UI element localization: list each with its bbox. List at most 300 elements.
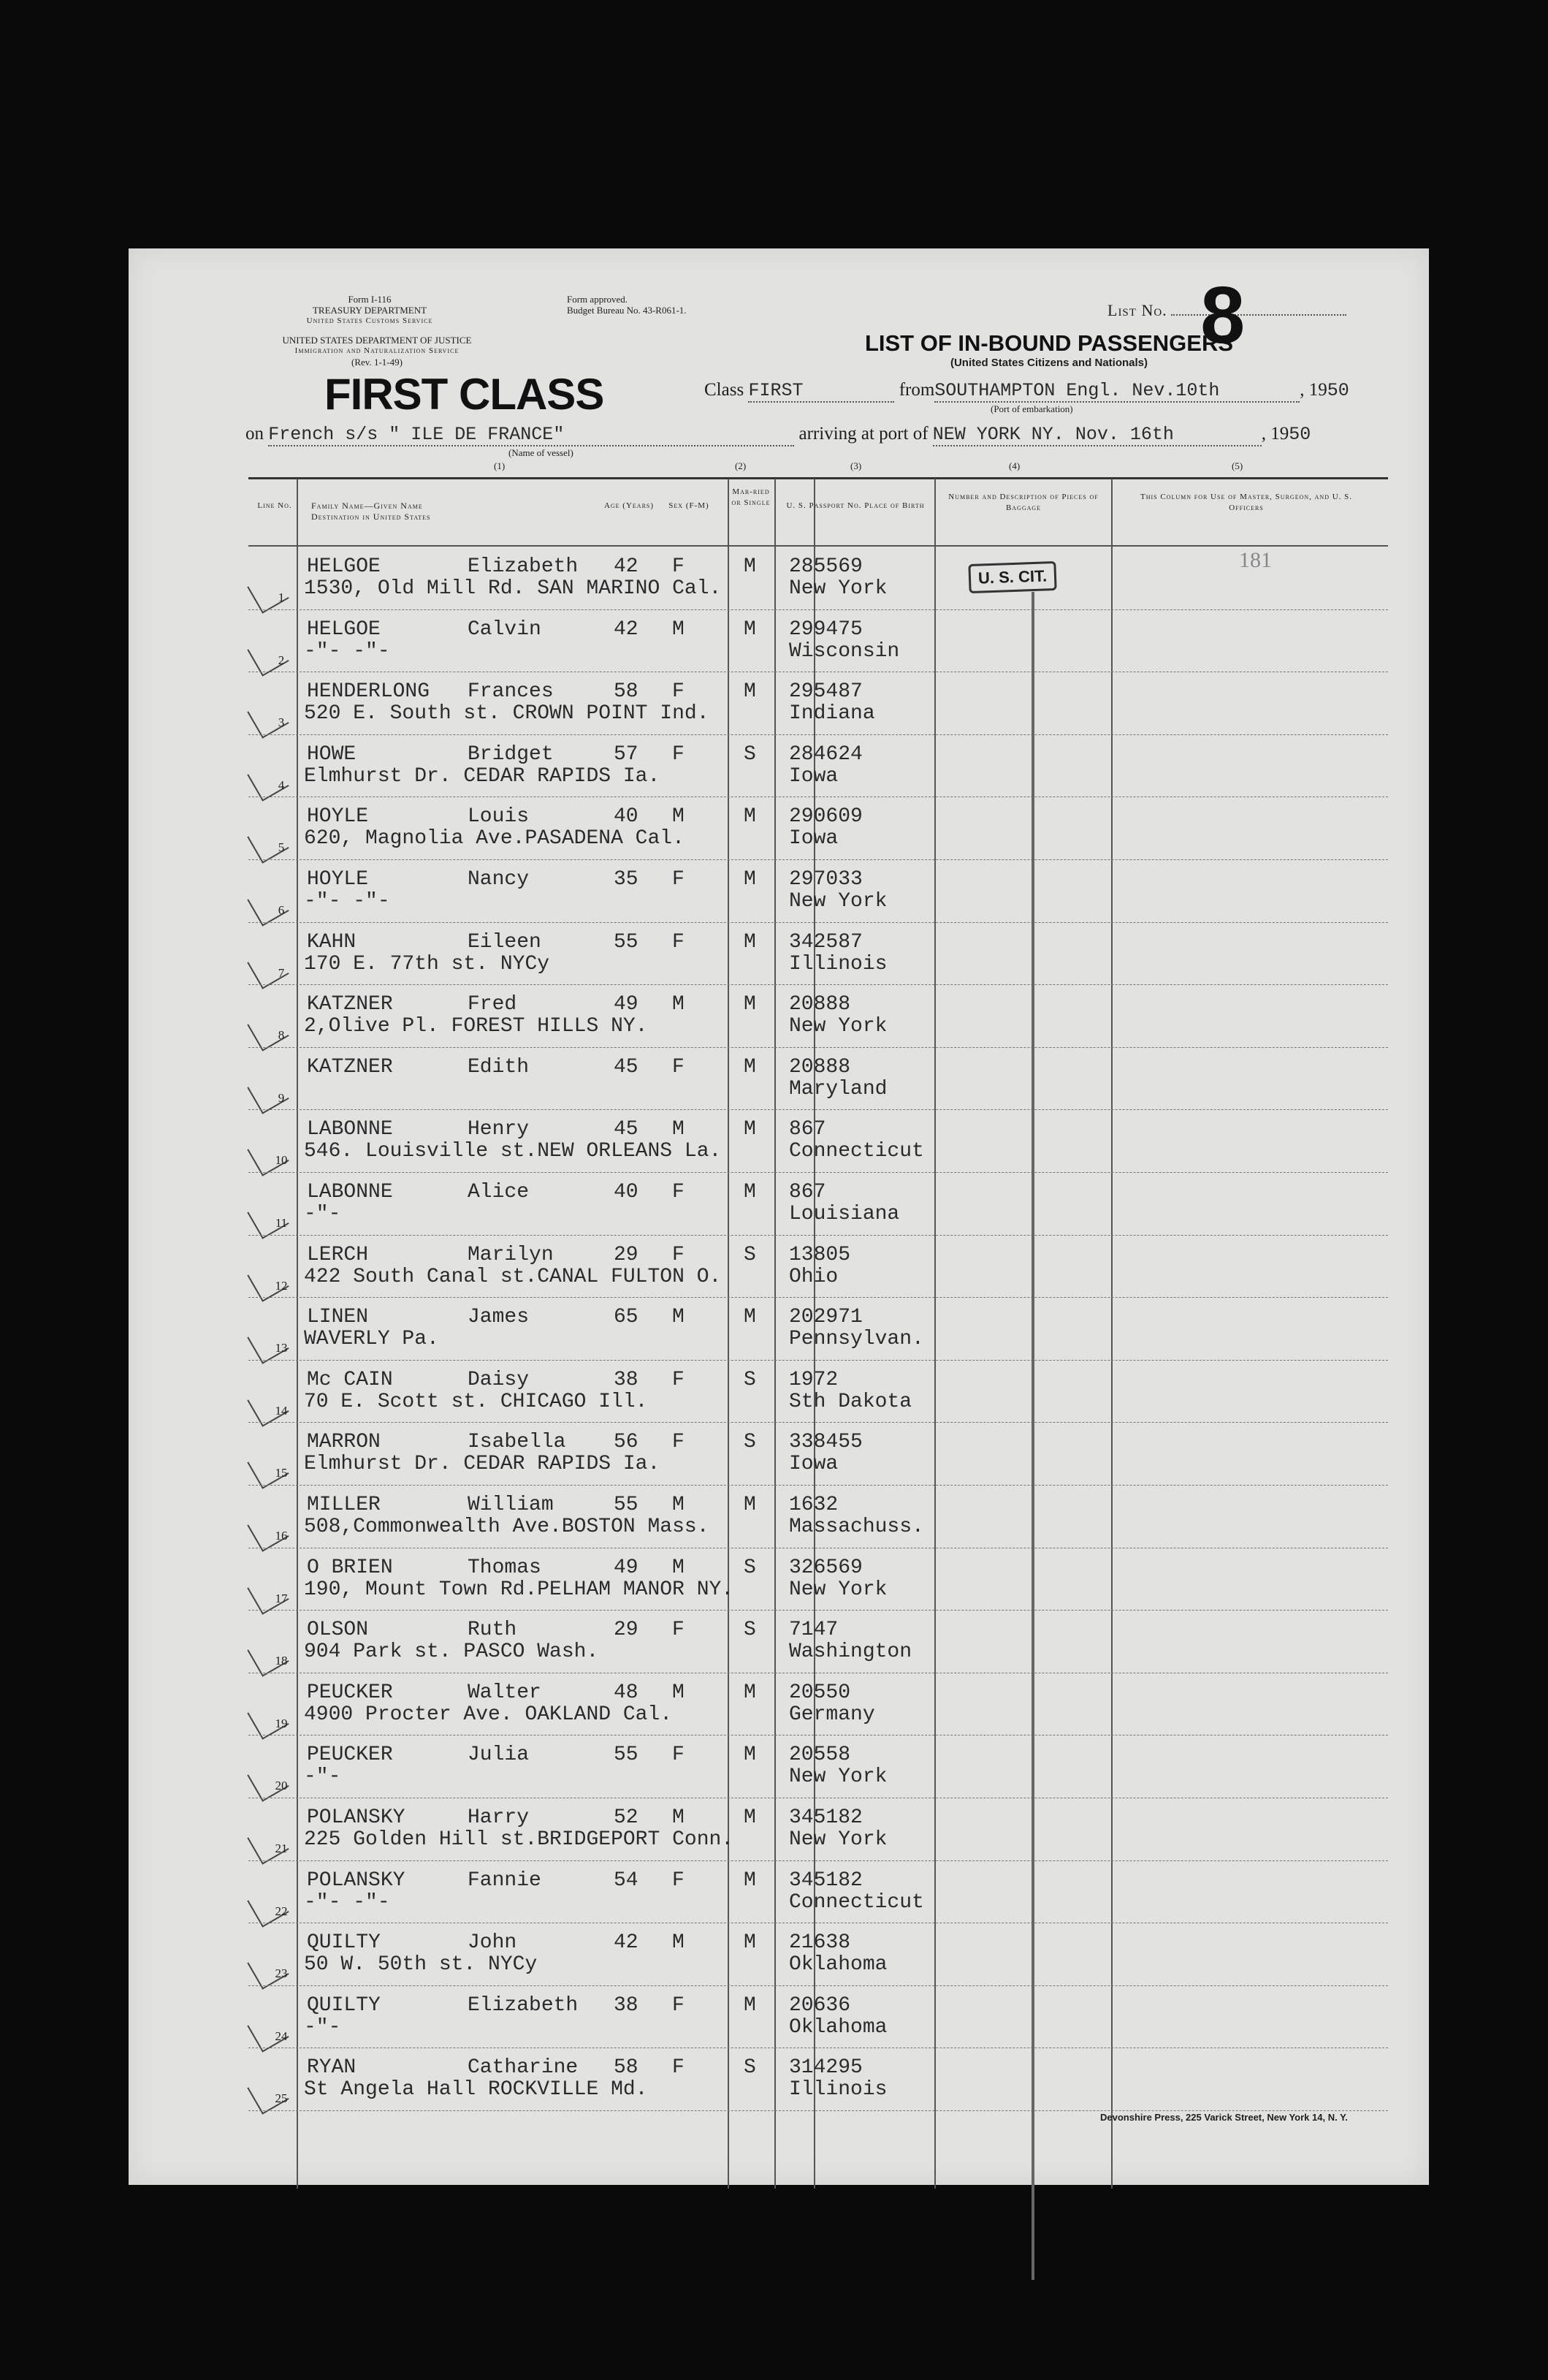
family-name: LERCH bbox=[307, 1243, 369, 1266]
line-number: 24 bbox=[275, 2029, 288, 2043]
table-row bbox=[248, 611, 1381, 673]
line-number: 18 bbox=[275, 1654, 288, 1668]
sex: M bbox=[672, 1306, 685, 1329]
place-of-birth: Illinois bbox=[789, 952, 888, 976]
col-header-baggage: Number and Description of Pieces of Baggage bbox=[948, 493, 1099, 512]
given-name: Calvin bbox=[468, 617, 541, 641]
passport-number: 21638 bbox=[789, 1931, 851, 1955]
age: 65 bbox=[614, 1306, 638, 1329]
list-no-label bbox=[1107, 270, 1346, 360]
marital-status: M bbox=[744, 555, 756, 578]
line-number: 6 bbox=[278, 903, 285, 917]
sex: M bbox=[672, 1556, 685, 1579]
given-name: Fannie bbox=[468, 1868, 541, 1892]
table-row bbox=[248, 1862, 1381, 1924]
age: 55 bbox=[614, 1744, 638, 1767]
passport-number: 13805 bbox=[789, 1243, 851, 1266]
destination: Elmhurst Dr. CEDAR RAPIDS Ia. bbox=[304, 764, 660, 788]
from-label: from bbox=[899, 380, 935, 400]
family-name: HENDERLONG bbox=[307, 680, 430, 704]
destination: 422 South Canal st.CANAL FULTON O. bbox=[304, 1265, 722, 1288]
marital-status: M bbox=[744, 1868, 756, 1892]
line-number: 11 bbox=[275, 1216, 288, 1230]
table-row bbox=[248, 1674, 1381, 1736]
vessel-caption: (Name of vessel) bbox=[508, 447, 573, 458]
family-name: LINEN bbox=[307, 1306, 369, 1329]
table-row bbox=[248, 1236, 1381, 1299]
given-name: Elizabeth bbox=[468, 555, 579, 578]
given-name: Nancy bbox=[468, 868, 530, 891]
vessel-name: French s/s " ILE DE FRANCE" bbox=[268, 424, 794, 446]
given-name: Ruth bbox=[468, 1619, 517, 1642]
col-header-age: Age (Years) bbox=[603, 501, 655, 510]
table-row bbox=[248, 736, 1381, 798]
passport-number: 202971 bbox=[789, 1306, 863, 1329]
destination: 190, Mount Town Rd.PELHAM MANOR NY. bbox=[304, 1578, 734, 1601]
given-name: Harry bbox=[468, 1806, 530, 1829]
given-name: James bbox=[468, 1306, 530, 1329]
family-name: HOYLE bbox=[307, 868, 369, 891]
passport-number: 299475 bbox=[789, 617, 863, 641]
marital-status: M bbox=[744, 1806, 756, 1829]
family-name: KAHN bbox=[307, 930, 357, 954]
place-of-birth: Iowa bbox=[789, 1453, 839, 1476]
table-row bbox=[248, 798, 1381, 860]
title-block bbox=[859, 330, 1239, 369]
line-number: 3 bbox=[278, 715, 285, 730]
line-number: 16 bbox=[275, 1529, 288, 1543]
passport-number: 867 bbox=[789, 1181, 826, 1204]
age: 42 bbox=[614, 555, 638, 578]
sex: M bbox=[672, 1681, 685, 1704]
family-name: RYAN bbox=[307, 2056, 357, 2080]
place-of-birth: New York bbox=[789, 577, 888, 600]
sex: F bbox=[672, 1431, 685, 1454]
destination: -"- -"- bbox=[304, 639, 390, 663]
place-of-birth: Maryland bbox=[789, 1077, 888, 1100]
table-row bbox=[248, 1361, 1381, 1423]
age: 54 bbox=[614, 1868, 638, 1892]
line-number: 21 bbox=[275, 1841, 288, 1855]
from-value: SOUTHAMPTON Engl. Nev.10th bbox=[934, 380, 1300, 403]
line-number: 19 bbox=[275, 1716, 288, 1730]
age: 45 bbox=[614, 1118, 638, 1141]
age: 38 bbox=[614, 1368, 638, 1391]
destination: 904 Park st. PASCO Wash. bbox=[304, 1640, 599, 1664]
table-row bbox=[248, 1611, 1381, 1673]
passport-number: 867 bbox=[789, 1118, 826, 1141]
marital-status: M bbox=[744, 868, 756, 891]
family-name: LABONNE bbox=[307, 1181, 393, 1204]
family-name: QUILTY bbox=[307, 1931, 381, 1955]
marital-status: S bbox=[744, 742, 756, 766]
place-of-birth: Connecticut bbox=[789, 1890, 924, 1914]
line-number: 17 bbox=[275, 1591, 288, 1605]
us-citizen-stamp: U. S. CIT. bbox=[968, 561, 1056, 593]
passport-number: 20558 bbox=[789, 1744, 851, 1767]
given-name: Julia bbox=[468, 1744, 530, 1767]
age: 48 bbox=[614, 1681, 638, 1704]
destination: 4900 Procter Ave. OAKLAND Cal. bbox=[304, 1703, 673, 1726]
age: 42 bbox=[614, 617, 638, 641]
line-number: 14 bbox=[275, 1403, 288, 1418]
passport-number: 297033 bbox=[789, 868, 863, 891]
line-number: 7 bbox=[278, 965, 285, 980]
table-row bbox=[248, 1924, 1381, 1986]
table-top-rule bbox=[248, 477, 1388, 479]
col-header-passport: U. S. Passport No. Place of Birth bbox=[786, 501, 925, 510]
doj-title: UNITED STATES DEPARTMENT OF JUSTICE bbox=[282, 335, 472, 346]
family-name: O BRIEN bbox=[307, 1556, 393, 1579]
col-num-2: (2) bbox=[735, 460, 747, 471]
table-row bbox=[248, 1049, 1381, 1111]
sex: F bbox=[672, 1055, 685, 1079]
age: 58 bbox=[614, 680, 638, 704]
arriving-label: arriving at port of bbox=[798, 424, 929, 444]
page-title: LIST OF IN-BOUND PASSENGERS bbox=[864, 330, 1234, 356]
table-row bbox=[248, 1299, 1381, 1361]
list-number: 8 bbox=[1200, 270, 1246, 360]
marital-status: M bbox=[744, 1494, 756, 1516]
sex: M bbox=[672, 1118, 685, 1141]
marital-status: S bbox=[744, 1368, 756, 1391]
sex: F bbox=[672, 1619, 685, 1642]
age: 56 bbox=[614, 1431, 638, 1454]
given-name: Fred bbox=[468, 993, 517, 1016]
port-embark-caption: (Port of embarkation) bbox=[991, 403, 1073, 414]
age: 55 bbox=[614, 1494, 638, 1516]
destination: 2,Olive Pl. FOREST HILLS NY. bbox=[304, 1015, 648, 1038]
line-number: 15 bbox=[275, 1466, 288, 1480]
col-header-sex: Sex (F-M) bbox=[668, 501, 709, 510]
line-number: 22 bbox=[275, 1904, 288, 1918]
table-row bbox=[248, 1549, 1381, 1611]
given-name: Catharine bbox=[468, 2056, 579, 2080]
col-num-5: (5) bbox=[1232, 460, 1243, 471]
sex: M bbox=[672, 1494, 685, 1516]
table-row bbox=[248, 1174, 1381, 1236]
sex: M bbox=[672, 805, 685, 829]
marital-status: M bbox=[744, 930, 756, 954]
destination: -"- bbox=[304, 1765, 341, 1789]
passport-number: 345182 bbox=[789, 1868, 863, 1892]
rev-date: (Rev. 1-1-49) bbox=[351, 357, 403, 368]
place-of-birth: Washington bbox=[789, 1640, 912, 1664]
age: 58 bbox=[614, 2056, 638, 2080]
passport-number: 342587 bbox=[789, 930, 863, 954]
destination: 225 Golden Hill st.BRIDGEPORT Conn. bbox=[304, 1828, 734, 1851]
table-row bbox=[248, 1799, 1381, 1861]
family-name: POLANSKY bbox=[307, 1868, 405, 1892]
place-of-birth: Ohio bbox=[789, 1265, 839, 1288]
form-approval bbox=[567, 294, 757, 316]
marital-status: M bbox=[744, 1993, 756, 2017]
destination: -"- bbox=[304, 2015, 341, 2039]
line-number: 23 bbox=[275, 1966, 288, 1981]
passport-number: 345182 bbox=[789, 1806, 863, 1829]
table-row bbox=[248, 924, 1381, 986]
passport-number: 20888 bbox=[789, 993, 851, 1016]
place-of-birth: Illinois bbox=[789, 2078, 888, 2102]
sex: F bbox=[672, 1868, 685, 1892]
line-number: 1 bbox=[278, 590, 285, 604]
col-header-officers: This Column for Use of Master, Surgeon, and U. S. Officers bbox=[1140, 493, 1353, 512]
marital-status: S bbox=[744, 1431, 756, 1454]
table-row bbox=[248, 1486, 1381, 1548]
destination: -"- -"- bbox=[304, 1890, 390, 1914]
age: 49 bbox=[614, 1556, 638, 1579]
age: 29 bbox=[614, 1619, 638, 1642]
line-number: 20 bbox=[275, 1779, 288, 1793]
given-name: Daisy bbox=[468, 1368, 530, 1391]
sex: M bbox=[672, 617, 685, 641]
passport-number: 314295 bbox=[789, 2056, 863, 2080]
passport-number: 1632 bbox=[789, 1494, 839, 1516]
destination: 546. Louisville st.NEW ORLEANS La. bbox=[304, 1140, 722, 1163]
place-of-birth: New York bbox=[789, 1015, 888, 1038]
place-of-birth: Pennsylvan. bbox=[789, 1328, 924, 1351]
family-name: PEUCKER bbox=[307, 1744, 393, 1767]
sex: F bbox=[672, 1744, 685, 1767]
table-row bbox=[248, 986, 1381, 1048]
table-row bbox=[248, 1111, 1381, 1173]
table-row bbox=[248, 673, 1381, 735]
destination: Elmhurst Dr. CEDAR RAPIDS Ia. bbox=[304, 1453, 660, 1476]
sex: F bbox=[672, 680, 685, 704]
class-value: FIRST bbox=[748, 380, 894, 403]
line-number: 9 bbox=[278, 1090, 285, 1105]
marital-status: S bbox=[744, 1619, 756, 1642]
place-of-birth: Iowa bbox=[789, 764, 839, 788]
destination: -"- bbox=[304, 1203, 341, 1225]
family-name: Mc CAIN bbox=[307, 1368, 393, 1391]
given-name: Thomas bbox=[468, 1556, 541, 1579]
destination: St Angela Hall ROCKVILLE Md. bbox=[304, 2078, 648, 2102]
line-number: 13 bbox=[275, 1341, 288, 1356]
destination: 70 E. Scott st. CHICAGO Ill. bbox=[304, 1390, 648, 1413]
ins-title: Immigration and Naturalization Service bbox=[294, 346, 460, 355]
passport-number: 7147 bbox=[789, 1619, 839, 1642]
destination: 1530, Old Mill Rd. SAN MARINO Cal. bbox=[304, 577, 722, 600]
given-name: Walter bbox=[468, 1681, 541, 1704]
given-name: Elizabeth bbox=[468, 1993, 579, 2017]
header-bottom-rule bbox=[248, 545, 1388, 547]
passport-number: 338455 bbox=[789, 1431, 863, 1454]
sex: F bbox=[672, 1993, 685, 2017]
passport-number: 285569 bbox=[789, 555, 863, 578]
col-header-name: Family Name—Given Name bbox=[311, 501, 423, 511]
given-name: Eileen bbox=[468, 930, 541, 954]
marital-status: S bbox=[744, 1556, 756, 1579]
treasury-dept: TREASURY DEPARTMENT bbox=[312, 305, 427, 316]
marital-status: M bbox=[744, 617, 756, 641]
table-row bbox=[248, 548, 1381, 610]
line-number: 5 bbox=[278, 840, 285, 855]
family-name: HELGOE bbox=[307, 555, 381, 578]
place-of-birth: Wisconsin bbox=[789, 639, 900, 663]
age: 40 bbox=[614, 805, 638, 829]
family-name: MARRON bbox=[307, 1431, 381, 1454]
page-subtitle: (United States Citizens and Nationals) bbox=[950, 357, 1148, 369]
sex: F bbox=[672, 555, 685, 578]
doj-block bbox=[245, 335, 508, 368]
sex: F bbox=[672, 930, 685, 954]
given-name: Edith bbox=[468, 1055, 530, 1079]
marital-status: M bbox=[744, 1744, 756, 1767]
passport-number: 20550 bbox=[789, 1681, 851, 1704]
place-of-birth: New York bbox=[789, 1765, 888, 1789]
marital-status: M bbox=[744, 680, 756, 704]
sex: M bbox=[672, 1931, 685, 1955]
form-number: Form I-116 bbox=[348, 294, 392, 305]
family-name: OLSON bbox=[307, 1619, 369, 1642]
budget-text: Budget Bureau No. 43-R061-1. bbox=[567, 305, 687, 316]
col-header-dest: Destination in United States bbox=[311, 512, 431, 522]
destination: 170 E. 77th st. NYCy bbox=[304, 952, 550, 976]
destination: 520 E. South st. CROWN POINT Ind. bbox=[304, 702, 709, 726]
place-of-birth: New York bbox=[789, 890, 888, 913]
age: 55 bbox=[614, 930, 638, 954]
on-label: on bbox=[245, 424, 264, 444]
given-name: William bbox=[468, 1494, 554, 1516]
family-name: QUILTY bbox=[307, 1993, 381, 2017]
col-num-3: (3) bbox=[850, 460, 862, 471]
passport-number: 295487 bbox=[789, 680, 863, 704]
age: 35 bbox=[614, 868, 638, 891]
destination: 620, Magnolia Ave.PASADENA Cal. bbox=[304, 827, 685, 851]
place-of-birth: New York bbox=[789, 1578, 888, 1601]
baggage-ditto-line bbox=[1032, 592, 1034, 2280]
sex: F bbox=[672, 2056, 685, 2080]
given-name: Frances bbox=[468, 680, 554, 704]
arrival-year-label: , 19 bbox=[1261, 424, 1289, 444]
family-name: KATZNER bbox=[307, 993, 393, 1016]
line-number: 4 bbox=[278, 778, 285, 792]
given-name: Alice bbox=[468, 1181, 530, 1204]
line-number: 2 bbox=[278, 653, 285, 667]
place-of-birth: Indiana bbox=[789, 702, 875, 726]
marital-status: S bbox=[744, 1243, 756, 1266]
sex: F bbox=[672, 1181, 685, 1204]
place-of-birth: Louisiana bbox=[789, 1203, 900, 1225]
first-class-stamp: FIRST CLASS bbox=[324, 370, 604, 419]
sex: F bbox=[672, 1243, 685, 1266]
customs-service: United States Customs Service bbox=[306, 316, 433, 325]
destination: 50 W. 50th st. NYCy bbox=[304, 1953, 538, 1977]
col-num-1: (1) bbox=[494, 460, 506, 471]
from-year-label: , 19 bbox=[1300, 380, 1327, 400]
arrival-year: 50 bbox=[1289, 424, 1311, 445]
family-name: MILLER bbox=[307, 1494, 381, 1516]
place-of-birth: Connecticut bbox=[789, 1140, 924, 1163]
marital-status: M bbox=[744, 1055, 756, 1079]
age: 42 bbox=[614, 1931, 638, 1955]
sex: F bbox=[672, 1368, 685, 1391]
place-of-birth: New York bbox=[789, 1828, 888, 1851]
line-number: 10 bbox=[275, 1153, 288, 1168]
age: 29 bbox=[614, 1243, 638, 1266]
sex: M bbox=[672, 993, 685, 1016]
sex: F bbox=[672, 742, 685, 766]
marital-status: S bbox=[744, 2056, 756, 2080]
passenger-manifest-page bbox=[129, 248, 1429, 2185]
marital-status: M bbox=[744, 1118, 756, 1141]
form-header-left bbox=[260, 294, 479, 327]
table-row bbox=[248, 1423, 1381, 1486]
given-name: Marilyn bbox=[468, 1243, 554, 1266]
col-header-line-no: Line No. bbox=[257, 501, 292, 510]
table-row bbox=[248, 2049, 1381, 2111]
family-name: KATZNER bbox=[307, 1055, 393, 1079]
approved-text: Form approved. bbox=[567, 294, 628, 305]
destination: WAVERLY Pa. bbox=[304, 1328, 439, 1351]
given-name: Bridget bbox=[468, 742, 554, 766]
marital-status: M bbox=[744, 1931, 756, 1955]
table-row bbox=[248, 1987, 1381, 2049]
given-name: Henry bbox=[468, 1118, 530, 1141]
age: 49 bbox=[614, 993, 638, 1016]
class-label: Class bbox=[704, 380, 744, 400]
class-line bbox=[704, 380, 1349, 403]
marital-status: M bbox=[744, 805, 756, 829]
age: 40 bbox=[614, 1181, 638, 1204]
sex: F bbox=[672, 868, 685, 891]
place-of-birth: Sth Dakota bbox=[789, 1390, 912, 1413]
vessel-line bbox=[245, 424, 1311, 446]
given-name: Isabella bbox=[468, 1431, 566, 1454]
printer-credit: Devonshire Press, 225 Varick Street, New York 14, N. Y. bbox=[1100, 2112, 1348, 2123]
marital-status: M bbox=[744, 1306, 756, 1329]
age: 57 bbox=[614, 742, 638, 766]
table-row bbox=[248, 1736, 1381, 1798]
family-name: HOWE bbox=[307, 742, 357, 766]
age: 45 bbox=[614, 1055, 638, 1079]
family-name: LABONNE bbox=[307, 1118, 393, 1141]
age: 38 bbox=[614, 1993, 638, 2017]
table-row bbox=[248, 861, 1381, 923]
arrival-port: NEW YORK NY. Nov. 16th bbox=[933, 424, 1262, 446]
destination: -"- -"- bbox=[304, 890, 390, 913]
sex: M bbox=[672, 1806, 685, 1829]
given-name: Louis bbox=[468, 805, 530, 829]
age: 52 bbox=[614, 1806, 638, 1829]
officer-note: 181 bbox=[1239, 548, 1272, 572]
passport-number: 1972 bbox=[789, 1368, 839, 1391]
place-of-birth: Oklahoma bbox=[789, 2015, 888, 2039]
passport-number: 20636 bbox=[789, 1993, 851, 2017]
from-year: 50 bbox=[1327, 380, 1349, 401]
marital-status: M bbox=[744, 1681, 756, 1704]
passport-number: 284624 bbox=[789, 742, 863, 766]
place-of-birth: Germany bbox=[789, 1703, 875, 1726]
given-name: John bbox=[468, 1931, 517, 1955]
place-of-birth: Massachuss. bbox=[789, 1516, 924, 1538]
col-num-4: (4) bbox=[1009, 460, 1021, 471]
marital-status: M bbox=[744, 1181, 756, 1204]
list-label: List No. bbox=[1107, 301, 1167, 319]
line-number: 12 bbox=[275, 1278, 288, 1293]
place-of-birth: Oklahoma bbox=[789, 1953, 888, 1977]
family-name: POLANSKY bbox=[307, 1806, 405, 1829]
family-name: HELGOE bbox=[307, 617, 381, 641]
family-name: HOYLE bbox=[307, 805, 369, 829]
passport-number: 326569 bbox=[789, 1556, 863, 1579]
col-header-married: Mar-ried or Single bbox=[731, 487, 771, 507]
passport-number: 290609 bbox=[789, 805, 863, 829]
line-number: 8 bbox=[278, 1028, 285, 1043]
family-name: PEUCKER bbox=[307, 1681, 393, 1704]
line-number: 25 bbox=[275, 2091, 288, 2106]
